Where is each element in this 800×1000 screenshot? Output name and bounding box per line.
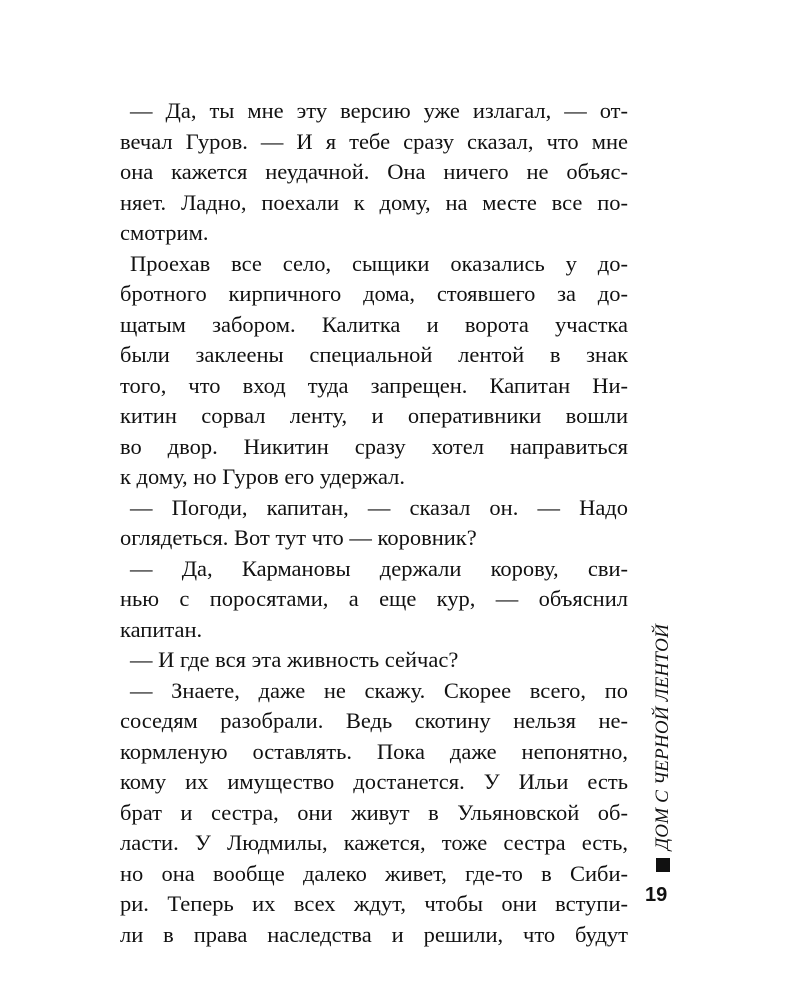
text-line: Проехав все село, сыщики оказались у до- <box>130 250 628 276</box>
text-line: во двор. Никитин сразу хотел направиться <box>120 433 628 459</box>
text-line: — Да, ты мне эту версию уже излагал, — от- <box>130 98 628 123</box>
text-line: капитан. <box>120 616 203 642</box>
text-line: к дому, но Гуров его удержал. <box>120 464 406 489</box>
text-line: кому их имущество достанется. У Ильи есть <box>120 769 628 794</box>
text-line: няет. Ладно, поехали к дому, на месте все по- <box>120 189 628 215</box>
text-line: щатым забором. Калитка и ворота участка <box>120 311 628 337</box>
text-line: кормленую оставлять. Пока даже непонятно, <box>120 738 628 764</box>
text-line: китин сорвал ленту, и оперативники вошли <box>120 403 628 428</box>
text-line: — Погоди, капитан, — сказал он. — Надо <box>130 494 628 520</box>
text-line: — Знаете, даже не скажу. Скорее всего, по <box>130 677 628 703</box>
text-line: — И где вся эта живность сейчас? <box>130 647 459 672</box>
text-line: вечал Гуров. — И я тебе сразу сказал, что мне <box>120 128 628 154</box>
text-line: брат и сестра, они живут в Ульяновской об- <box>120 799 628 825</box>
text-line: того, что вход туда запрещен. Капитан Ни- <box>120 372 628 398</box>
text-line: смотрим. <box>120 220 209 245</box>
text-line: соседям разобрали. Ведь скотину нельзя не- <box>120 708 628 733</box>
text-line: ли в права наследства и решили, что будут <box>120 921 628 947</box>
page-number: 19 <box>645 884 668 906</box>
marker-square-icon <box>656 858 670 872</box>
text-line: бротного кирпичного дома, стоявшего за до- <box>120 281 628 306</box>
text-line: она кажется неудачной. Она ничего не объяс- <box>120 159 628 184</box>
body-text <box>120 96 628 950</box>
text-line: были заклеены специальной лентой в знак <box>120 342 628 367</box>
text-line: — Да, Кармановы держали корову, сви- <box>130 555 628 581</box>
text-line: нью с поросятами, а еще кур, — объяснил <box>120 586 628 611</box>
text-line: ри. Теперь их всех ждут, чтобы они вступи- <box>120 891 628 916</box>
running-title: ДОМ С ЧЕРНОЙ ЛЕНТОЙ <box>652 623 673 850</box>
text-line: ласти. У Людмилы, кажется, тоже сестра есть, <box>120 830 628 855</box>
text-line: оглядеться. Вот тут что — коровник? <box>120 525 477 550</box>
text-line: но она вообще далеко живет, где-то в Сиби- <box>120 860 628 886</box>
